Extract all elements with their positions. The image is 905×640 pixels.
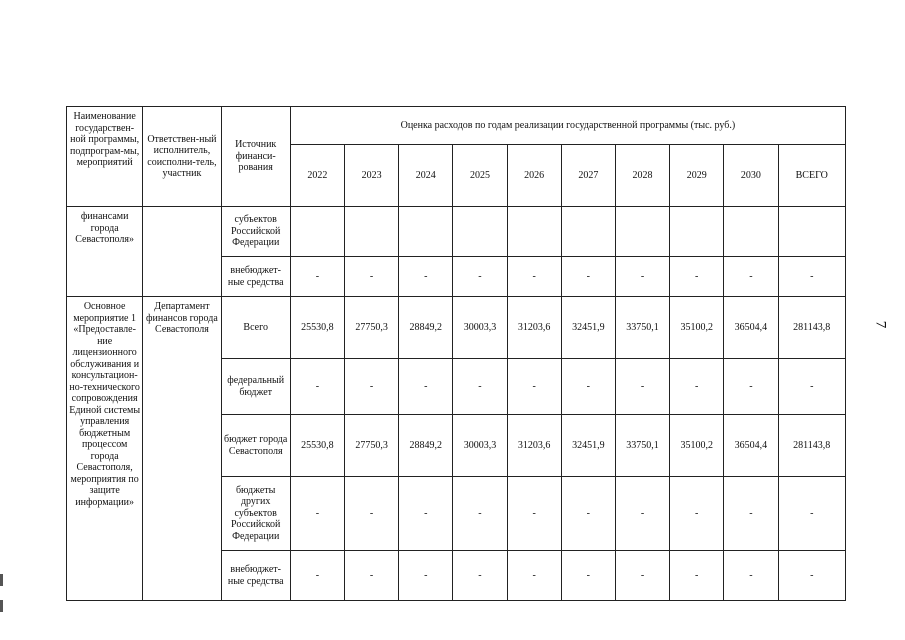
- value-cell: -: [670, 257, 724, 297]
- margin-mark: [0, 574, 3, 586]
- source-cell: внебюджет-ные средства: [221, 257, 290, 297]
- value-cell: -: [290, 257, 344, 297]
- responsible-cell: [143, 207, 221, 297]
- value-cell: 32451,9: [561, 415, 615, 477]
- value-cell: -: [290, 359, 344, 415]
- source-cell: бюджеты других субъектов Российской Федерации: [221, 477, 290, 551]
- source-cell: бюджет города Севастополя: [221, 415, 290, 477]
- table-row: [67, 207, 846, 257]
- value-cell: -: [778, 359, 846, 415]
- value-cell: -: [561, 551, 615, 601]
- value-cell: 33750,1: [615, 297, 669, 359]
- value-cell: 32451,9: [561, 297, 615, 359]
- value-cell: -: [615, 359, 669, 415]
- value-cell: 36504,4: [724, 297, 778, 359]
- value-cell: 30003,3: [453, 297, 507, 359]
- value-cell: -: [507, 551, 561, 601]
- page-number: 7: [872, 320, 889, 329]
- value-cell: 33750,1: [615, 415, 669, 477]
- value-cell: [670, 207, 724, 257]
- value-cell: [778, 207, 846, 257]
- value-cell: [399, 207, 453, 257]
- value-cell: -: [724, 477, 778, 551]
- value-cell: -: [670, 551, 724, 601]
- year-header: 2024: [399, 145, 453, 207]
- year-header: 2027: [561, 145, 615, 207]
- value-cell: -: [345, 477, 399, 551]
- value-cell: 30003,3: [453, 415, 507, 477]
- source-cell: федеральный бюджет: [221, 359, 290, 415]
- table-row: [67, 297, 846, 359]
- value-cell: -: [453, 257, 507, 297]
- responsible-cell: Департамент финансов города Севастополя: [143, 297, 221, 601]
- program-name-cell: финансами города Севастополя»: [67, 207, 143, 297]
- value-cell: [724, 207, 778, 257]
- value-cell: [453, 207, 507, 257]
- value-cell: -: [615, 257, 669, 297]
- value-cell: -: [399, 359, 453, 415]
- header-row: [67, 107, 846, 145]
- value-cell: 35100,2: [670, 415, 724, 477]
- value-cell: -: [670, 477, 724, 551]
- value-cell: -: [399, 551, 453, 601]
- source-cell: субъектов Российской Федерации: [221, 207, 290, 257]
- header-source: Источник финанси-рования: [221, 107, 290, 207]
- value-cell: -: [724, 551, 778, 601]
- value-cell: -: [615, 551, 669, 601]
- source-cell: внебюджет-ные средства: [221, 551, 290, 601]
- value-cell: -: [345, 257, 399, 297]
- year-header: 2028: [615, 145, 669, 207]
- value-cell: -: [453, 477, 507, 551]
- value-cell: [290, 207, 344, 257]
- year-header: 2030: [724, 145, 778, 207]
- value-cell: -: [507, 359, 561, 415]
- header-expenses: Оценка расходов по годам реализации государственной программы (тыс. руб.): [290, 107, 845, 145]
- value-cell: [615, 207, 669, 257]
- value-cell: -: [561, 359, 615, 415]
- value-cell: -: [345, 359, 399, 415]
- value-cell: 27750,3: [345, 297, 399, 359]
- header-responsible: Ответствен-ный исполнитель, соисполни-тель, участник: [143, 107, 221, 207]
- value-cell: [345, 207, 399, 257]
- value-cell: -: [561, 477, 615, 551]
- value-cell: [507, 207, 561, 257]
- value-cell: -: [778, 477, 846, 551]
- value-cell: 28849,2: [399, 297, 453, 359]
- value-cell: 25530,8: [290, 415, 344, 477]
- value-cell: -: [290, 477, 344, 551]
- value-cell: -: [290, 551, 344, 601]
- value-cell: -: [399, 477, 453, 551]
- value-cell: -: [724, 257, 778, 297]
- value-cell: 27750,3: [345, 415, 399, 477]
- value-cell: 281143,8: [778, 415, 846, 477]
- margin-mark: [0, 600, 3, 612]
- value-cell: -: [670, 359, 724, 415]
- value-cell: -: [561, 257, 615, 297]
- year-header: 2023: [345, 145, 399, 207]
- year-header: 2022: [290, 145, 344, 207]
- year-header: 2025: [453, 145, 507, 207]
- value-cell: -: [615, 477, 669, 551]
- value-cell: -: [724, 359, 778, 415]
- value-cell: -: [778, 551, 846, 601]
- value-cell: -: [453, 551, 507, 601]
- value-cell: 35100,2: [670, 297, 724, 359]
- year-header: 2029: [670, 145, 724, 207]
- value-cell: 36504,4: [724, 415, 778, 477]
- value-cell: 25530,8: [290, 297, 344, 359]
- value-cell: [561, 207, 615, 257]
- value-cell: -: [778, 257, 846, 297]
- value-cell: 281143,8: [778, 297, 846, 359]
- source-cell: Всего: [221, 297, 290, 359]
- year-header: 2026: [507, 145, 561, 207]
- value-cell: -: [399, 257, 453, 297]
- value-cell: -: [345, 551, 399, 601]
- year-header: ВСЕГО: [778, 145, 846, 207]
- value-cell: -: [507, 477, 561, 551]
- program-name-cell: Основное мероприятие 1 «Предоставле-ние лицензионного обслуживания и консультацион-но-технического сопровождения Единой системы управления бюджетным процессом города Севастополя, мероприятия по защите информации»: [67, 297, 143, 601]
- header-name: Наименование государствен-ной программы, подпрограм-мы, мероприятий: [67, 107, 143, 207]
- budget-table: [66, 106, 846, 601]
- value-cell: 31203,6: [507, 415, 561, 477]
- value-cell: -: [507, 257, 561, 297]
- value-cell: 28849,2: [399, 415, 453, 477]
- value-cell: 31203,6: [507, 297, 561, 359]
- value-cell: -: [453, 359, 507, 415]
